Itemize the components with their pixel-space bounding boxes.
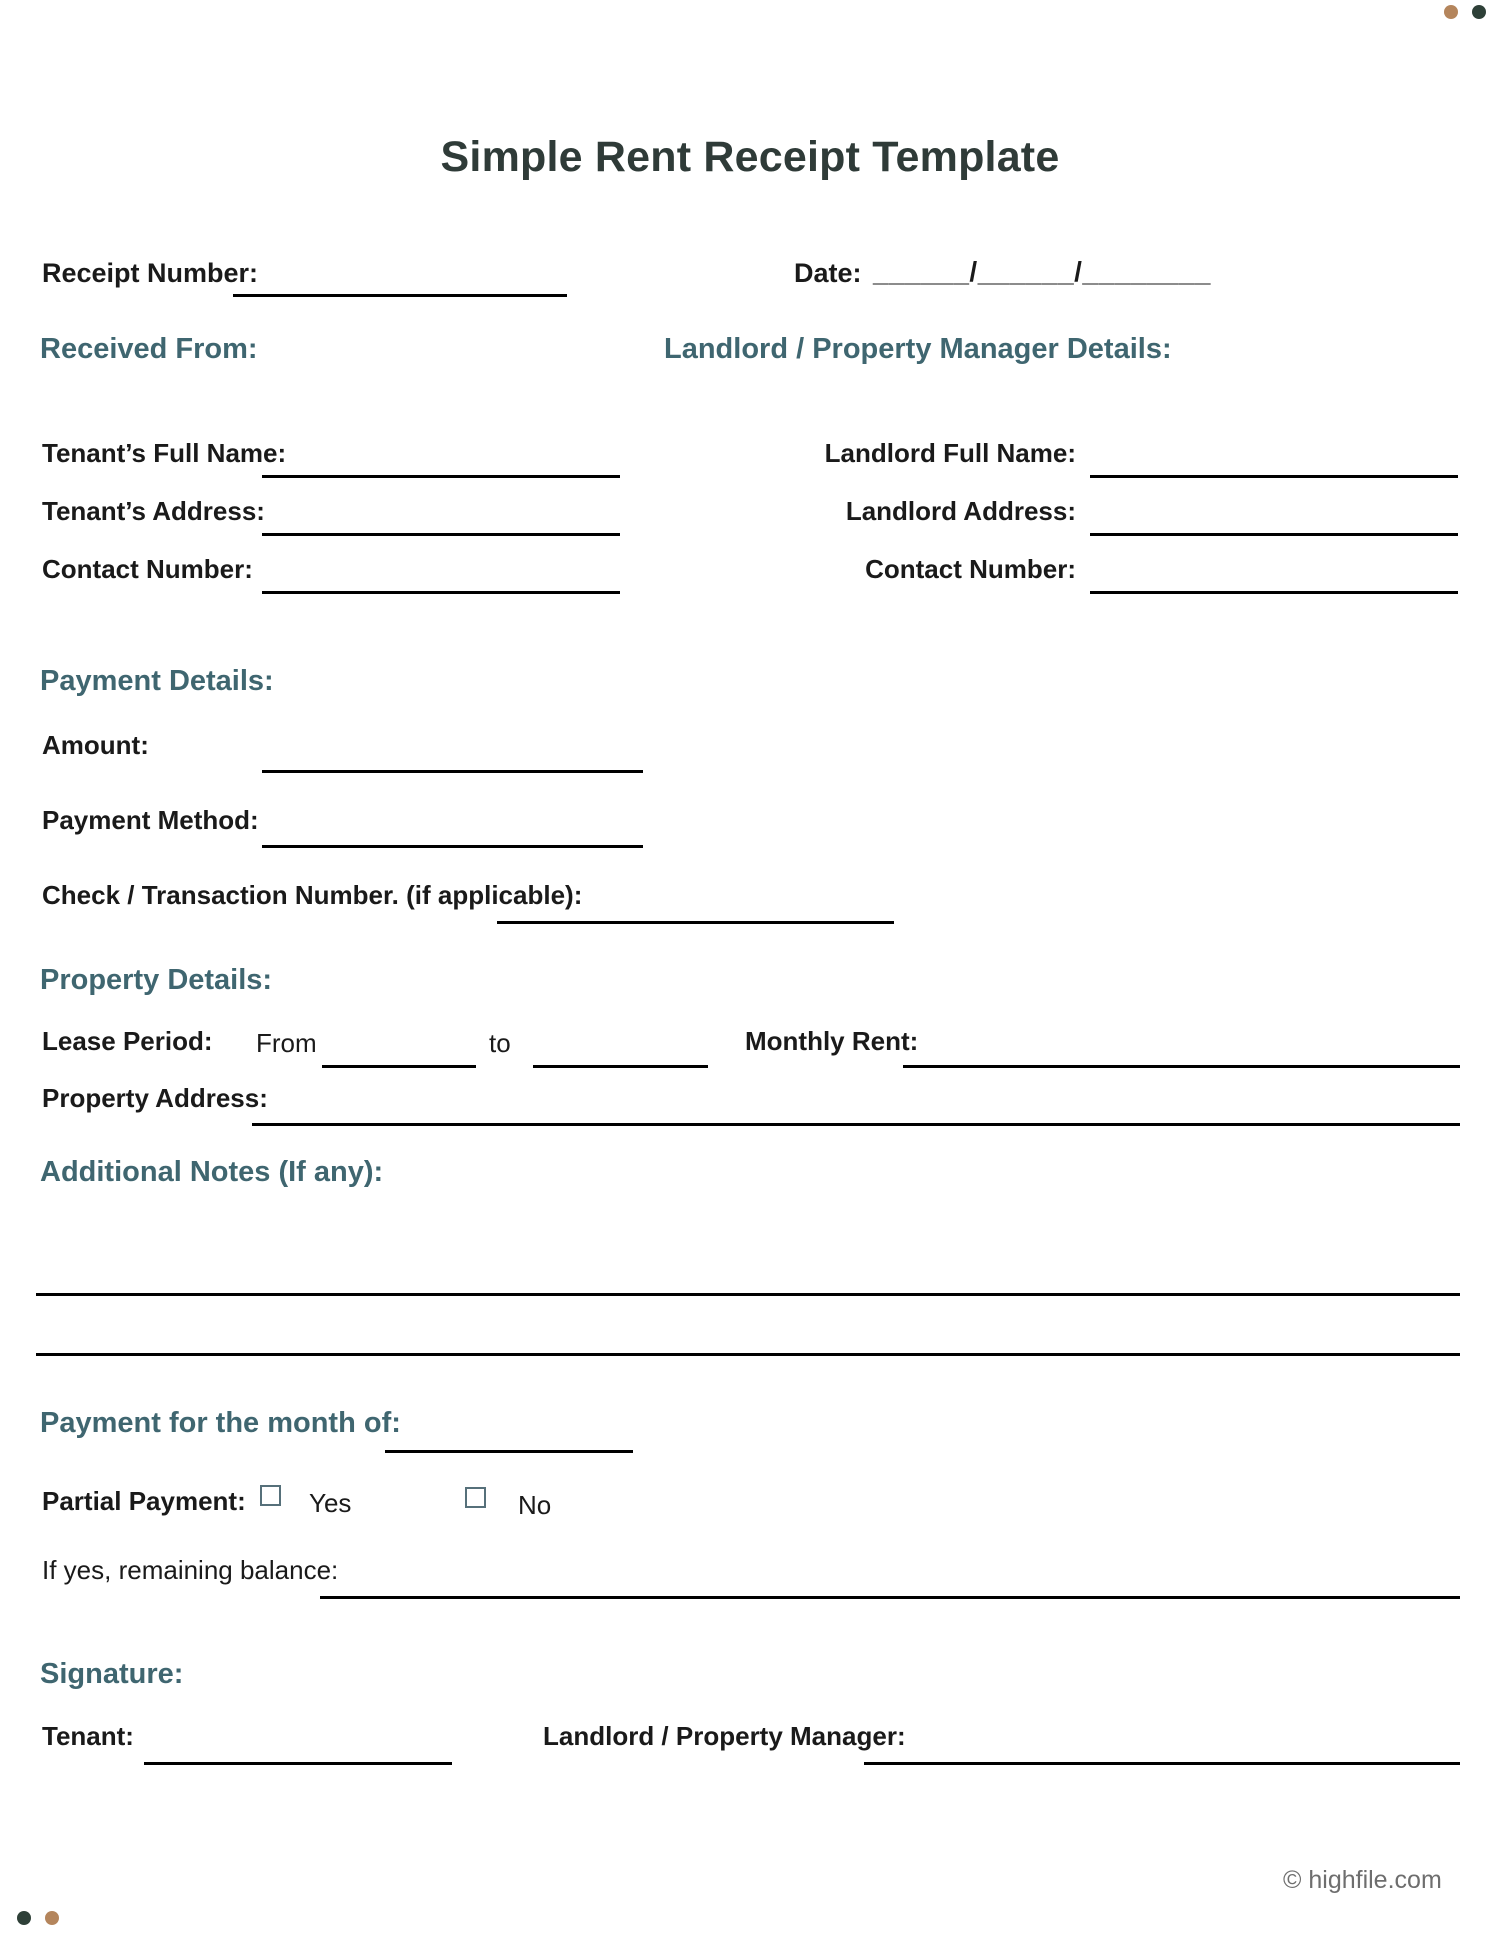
tenant-full-name-input[interactable] <box>262 475 620 478</box>
payment-method-input[interactable] <box>262 845 643 848</box>
monthly-rent-label: Monthly Rent: <box>745 1026 919 1056</box>
page-title: Simple Rent Receipt Template <box>440 133 1060 181</box>
property-address-input[interactable] <box>252 1123 1460 1126</box>
signature-heading: Signature: <box>40 1658 184 1690</box>
landlord-contact-number-input[interactable] <box>1090 591 1458 594</box>
remaining-balance-label: If yes, remaining balance: <box>42 1555 339 1585</box>
partial-payment-no-label: No <box>518 1490 552 1520</box>
receipt-number-input[interactable] <box>233 294 567 297</box>
partial-payment-yes-label: Yes <box>309 1488 352 1518</box>
footer-copyright: © highfile.com <box>1283 1866 1442 1894</box>
amount-input[interactable] <box>262 770 643 773</box>
lease-to-input[interactable] <box>533 1065 708 1068</box>
lease-period-label: Lease Period: <box>42 1026 213 1056</box>
tenant-signature-input[interactable] <box>144 1762 452 1765</box>
monthly-rent-input[interactable] <box>903 1065 1460 1068</box>
landlord-signature-input[interactable] <box>864 1762 1460 1765</box>
property-details-heading: Property Details: <box>40 964 273 996</box>
payment-method-label: Payment Method: <box>42 805 259 835</box>
payment-details-heading: Payment Details: <box>40 665 274 697</box>
tenant-contact-number-label: Contact Number: <box>42 554 253 584</box>
date-label: Date: <box>794 258 862 288</box>
received-from-heading: Received From: <box>40 333 258 365</box>
additional-notes-heading: Additional Notes (If any): <box>40 1156 384 1188</box>
partial-payment-no-checkbox[interactable] <box>465 1487 486 1508</box>
check-transaction-number-input[interactable] <box>497 921 894 924</box>
payment-month-input[interactable] <box>385 1450 633 1453</box>
partial-payment-label: Partial Payment: <box>42 1486 246 1516</box>
tenant-signature-label: Tenant: <box>42 1721 134 1751</box>
tenant-address-label: Tenant’s Address: <box>42 496 265 526</box>
partial-payment-yes-checkbox[interactable] <box>260 1485 281 1506</box>
lease-from-input[interactable] <box>322 1065 476 1068</box>
receipt-number-label: Receipt Number: <box>42 258 259 288</box>
landlord-signature-label: Landlord / Property Manager: <box>543 1721 906 1751</box>
tenant-address-input[interactable] <box>262 533 620 536</box>
remaining-balance-input[interactable] <box>320 1596 1460 1599</box>
landlord-address-label: Landlord Address: <box>845 496 1076 526</box>
landlord-full-name-label: Landlord Full Name: <box>824 438 1076 468</box>
tenant-full-name-label: Tenant’s Full Name: <box>42 438 287 468</box>
check-transaction-number-label: Check / Transaction Number. (if applicable): <box>42 880 583 910</box>
lease-to-label: to <box>489 1028 511 1058</box>
landlord-details-heading: Landlord / Property Manager Details: <box>664 333 1172 365</box>
date-input[interactable]: ______/______/________ <box>873 256 1212 287</box>
tenant-contact-number-input[interactable] <box>262 591 620 594</box>
additional-notes-line-1[interactable] <box>36 1293 1460 1296</box>
landlord-address-input[interactable] <box>1090 533 1458 536</box>
amount-label: Amount: <box>42 730 149 760</box>
tan-dot-bottom-left <box>45 1911 59 1925</box>
green-dot-bottom-left <box>17 1911 31 1925</box>
lease-from-label: From <box>256 1028 317 1058</box>
payment-month-heading: Payment for the month of: <box>40 1407 401 1439</box>
landlord-contact-number-label: Contact Number: <box>865 554 1076 584</box>
tan-dot-top-right <box>1444 5 1458 19</box>
landlord-full-name-input[interactable] <box>1090 475 1458 478</box>
additional-notes-line-2[interactable] <box>36 1353 1460 1356</box>
property-address-label: Property Address: <box>42 1083 268 1113</box>
green-dot-top-right <box>1472 5 1486 19</box>
